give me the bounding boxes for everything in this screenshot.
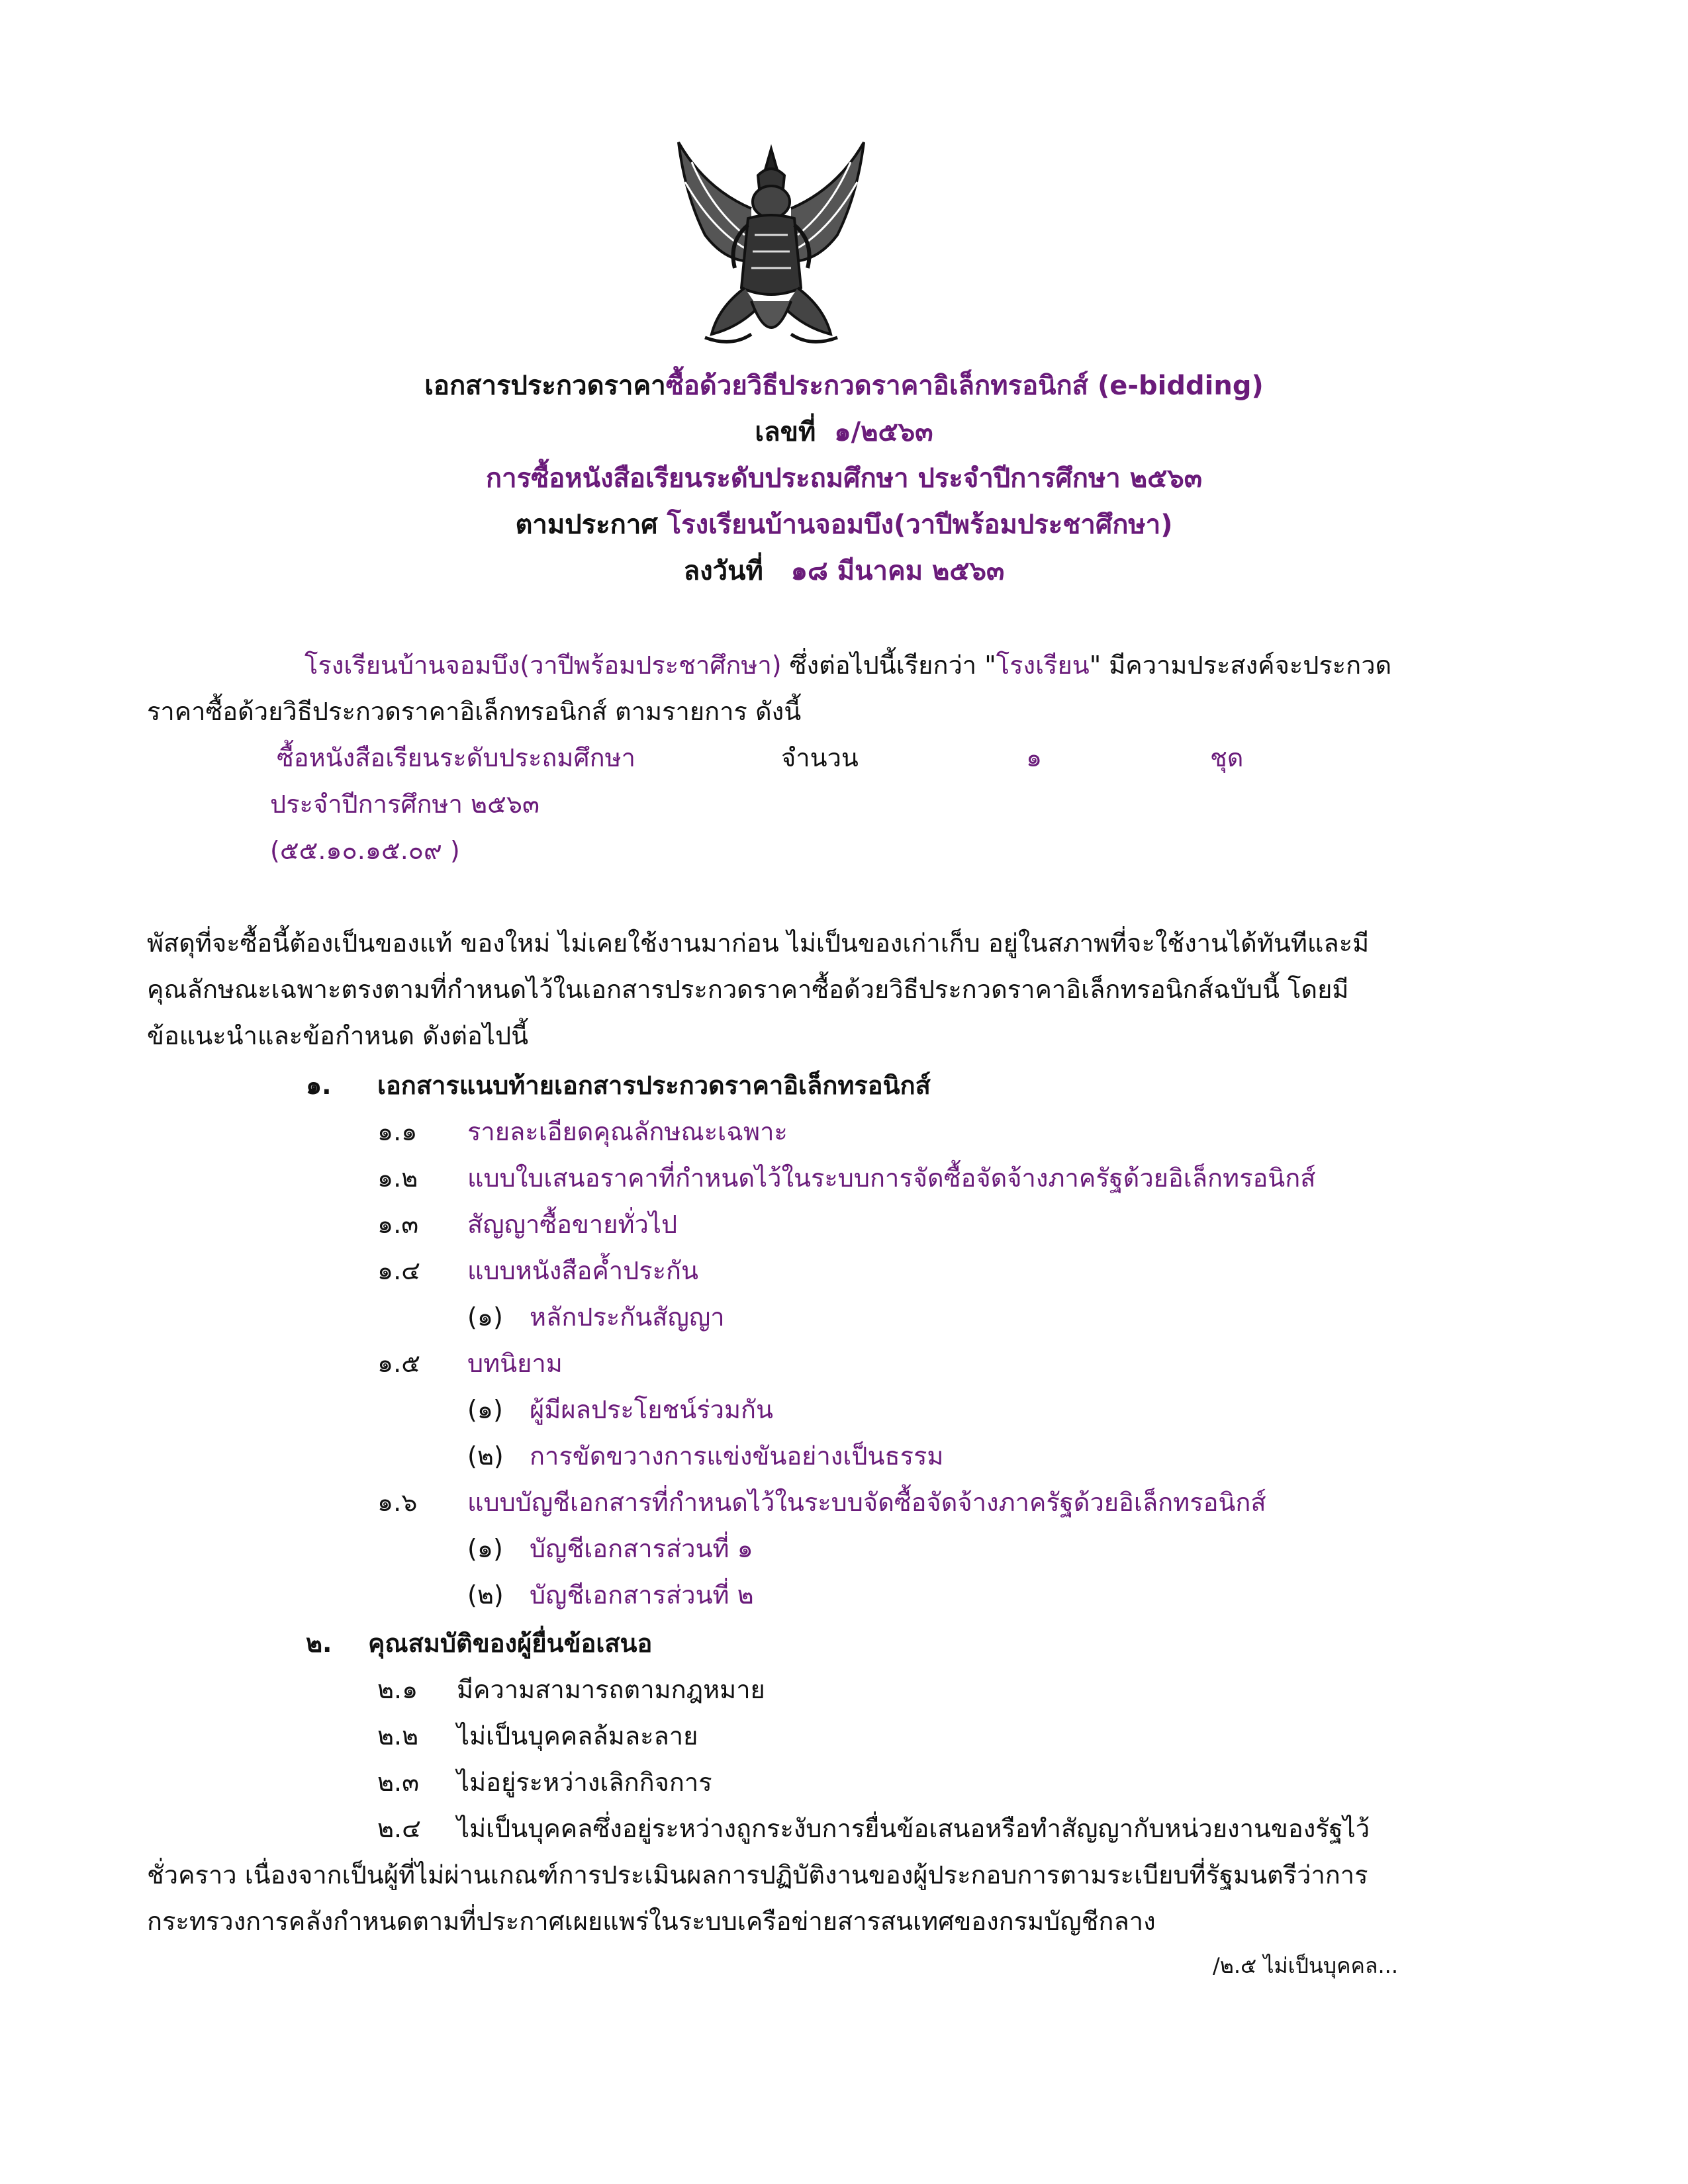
list-item-num: ๑.๔ — [377, 1256, 420, 1285]
item-qty: ๑ — [1026, 743, 1043, 772]
title-part-2: ซื้อด้วยวิธีประกวดราคาอิเล็กทรอนิกส์ (e-bidding) — [665, 371, 1264, 401]
list-item-num: ๑.๑ — [377, 1117, 418, 1146]
list-item-num: ๒.๔ — [377, 1814, 421, 1843]
intro-school: โรงเรียนบ้านจอมบึง(วาปีพร้อมประชาศึกษา) — [305, 651, 782, 680]
sub-item-num: (๒) — [467, 1580, 504, 1610]
sub-item-num: (๑) — [467, 1302, 503, 1332]
para2-line-2: คุณลักษณะเฉพาะตรงตามที่กำหนดไว้ในเอกสารประกวดราคาซื้อด้วยวิธีประกวดราคาอิเล็กทรอนิกส์ฉบับนี้ โดยมี — [147, 975, 1349, 1004]
item-code: (๕๕.๑๐.๑๕.๐๙ ) — [270, 836, 460, 865]
number-value: ๑/๒๕๖๓ — [834, 417, 933, 447]
number-label: เลขที่ — [755, 417, 816, 447]
list-item-text: ไม่อยู่ระหว่างเลิกกิจการ — [457, 1768, 712, 1797]
sub-item-text: บัญชีเอกสารส่วนที่ ๑ — [530, 1534, 753, 1563]
section1-title: เอกสารแนบท้ายเอกสารประกวดราคาอิเล็กทรอนิกส์ — [377, 1071, 931, 1100]
garuda-emblem — [665, 136, 877, 361]
intro-school-short: โรงเรียน — [996, 651, 1090, 680]
sub-item-text: ผู้มีผลประโยชน์ร่วมกัน — [530, 1395, 774, 1424]
list-item-num: ๑.๒ — [377, 1163, 418, 1193]
list-item-text: บทนิยาม — [467, 1349, 563, 1378]
section2-title: คุณสมบัติของผู้ยื่นข้อเสนอ — [368, 1629, 653, 1658]
item-unit: ชุด — [1210, 743, 1244, 772]
item-name-line-2: ประจำปีการศึกษา ๒๕๖๓ — [270, 790, 539, 819]
list-item-text: แบบหนังสือค้ำประกัน — [467, 1256, 699, 1285]
school-name: โรงเรียนบ้านจอมบึง(วาปีพร้อมประชาศึกษา) — [667, 510, 1173, 540]
document-title — [0, 364, 1688, 406]
list-item-num: ๑.๕ — [377, 1349, 420, 1378]
list-item-text: ไม่เป็นบุคคลซึ่งอยู่ระหว่างถูกระงับการยื่นข้อเสนอหรือทำสัญญากับหน่วยงานของรัฐไว้ — [457, 1814, 1370, 1843]
intro-text-2: " มีความประสงค์จะประกวด — [1089, 651, 1392, 680]
list-item-num: ๒.๒ — [377, 1721, 419, 1751]
sub-item-text: การขัดขวางการแข่งขันอย่างเป็นธรรม — [530, 1441, 944, 1471]
list-item-text: ไม่เป็นบุคคลล้มละลาย — [457, 1721, 698, 1751]
list-item-num: ๒.๓ — [377, 1768, 420, 1797]
list-item-text: แบบใบเสนอราคาที่กำหนดไว้ในระบบการจัดซื้อจัดจ้างภาครัฐด้วยอิเล็กทรอนิกส์ — [467, 1163, 1316, 1193]
list-item-text: สัญญาซื้อขายทั่วไป — [467, 1210, 678, 1239]
item-name-line-1: ซื้อหนังสือเรียนระดับประถมศึกษา — [277, 743, 635, 772]
list-item-text: มีความสามารถตามกฎหมาย — [457, 1675, 765, 1704]
document-date — [0, 549, 1688, 592]
page-continuation-note: /๒.๕ ไม่เป็นบุคคล... — [1213, 1953, 1398, 1978]
intro-text-1: ซึ่งต่อไปนี้เรียกว่า " — [781, 651, 996, 680]
list-item-text: รายละเอียดคุณลักษณะเฉพาะ — [467, 1117, 788, 1146]
section1-number: ๑. — [306, 1071, 332, 1100]
para2-line-3: ข้อแนะนำและข้อกำหนด ดังต่อไปนี้ — [147, 1021, 529, 1050]
sub-item-num: (๑) — [467, 1534, 503, 1563]
para2-line-1: พัสดุที่จะซื้อนี้ต้องเป็นของแท้ ของใหม่ ไม่เคยใช้งานมาก่อน ไม่เป็นของเก่าเก็บ อยู่ในสภาพที่จะใช้งานได้ทันทีและมี — [147, 929, 1370, 958]
sub-item-num: (๑) — [467, 1395, 503, 1424]
title-part-1: เอกสารประกวดราคา — [424, 371, 666, 401]
section2-number: ๒. — [306, 1629, 332, 1658]
announcement-label: ตามประกาศ — [515, 510, 658, 540]
list-item-text: แบบบัญชีเอกสารที่กำหนดไว้ในระบบจัดซื้อจัดจ้างภาครัฐด้วยอิเล็กทรอนิกส์ — [467, 1488, 1266, 1517]
intro-line-1 — [305, 642, 1391, 688]
list-item-num: ๑.๓ — [377, 1210, 419, 1239]
document-subject: การซื้อหนังสือเรียนระดับประถมศึกษา ประจำปีการศึกษา ๒๕๖๓ — [485, 463, 1203, 494]
sub-item-text: หลักประกันสัญญา — [530, 1302, 725, 1332]
list-item-num: ๑.๖ — [377, 1488, 418, 1517]
item-qty-label: จำนวน — [781, 743, 859, 772]
date-value: ๑๘ มีนาคม ๒๕๖๓ — [790, 556, 1005, 586]
intro-line-2: ราคาซื้อด้วยวิธีประกวดราคาอิเล็กทรอนิกส์ ตามรายการ ดังนี้ — [147, 697, 802, 726]
sub-item-text: บัญชีเอกสารส่วนที่ ๒ — [530, 1580, 754, 1610]
section2-continuation-2: กระทรวงการคลังกำหนดตามที่ประกาศเผยแพร่ในระบบเครือข่ายสารสนเทศของกรมบัญชีกลาง — [147, 1907, 1156, 1936]
sub-item-num: (๒) — [467, 1441, 504, 1471]
announcement-by — [0, 503, 1688, 545]
section2-continuation-1: ชั่วคราว เนื่องจากเป็นผู้ที่ไม่ผ่านเกณฑ์การประเมินผลการปฏิบัติงานของผู้ประกอบการตามระเบียบที่รัฐมนตรีว่าการ — [147, 1860, 1368, 1889]
date-label: ลงวันที่ — [683, 556, 763, 586]
list-item-num: ๒.๑ — [377, 1675, 418, 1704]
document-number — [0, 410, 1688, 453]
